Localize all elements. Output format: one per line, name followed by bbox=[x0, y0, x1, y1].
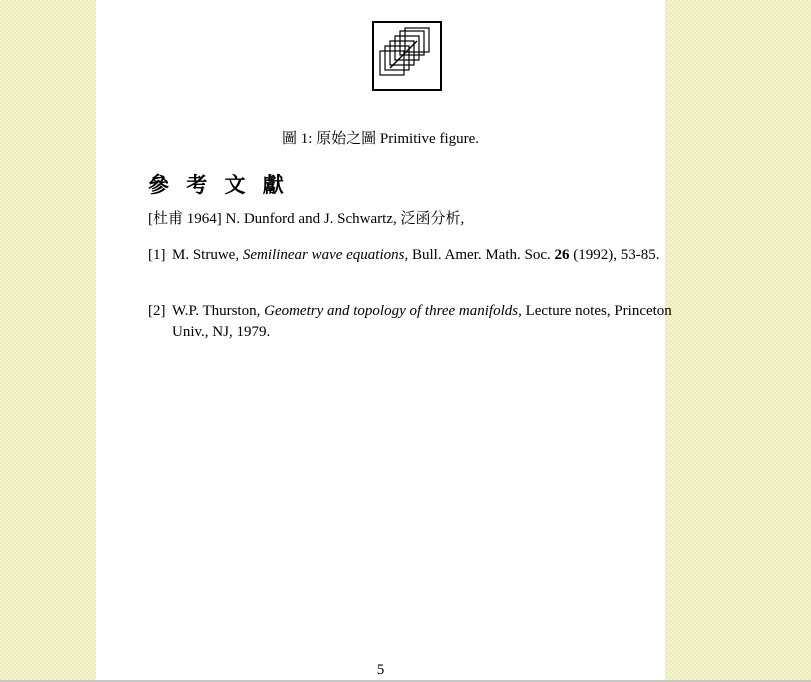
reference-label: [杜甫 1964] bbox=[148, 211, 222, 227]
reference-title: Geometry and topology of three manifolds bbox=[264, 303, 519, 319]
reference-item bbox=[148, 301, 692, 343]
references-heading: 參 考 文 獻 bbox=[148, 173, 290, 197]
primitive-figure-drawing bbox=[372, 21, 442, 91]
reference-title: Semilinear wave equations bbox=[242, 247, 405, 263]
primitive-figure bbox=[372, 21, 442, 91]
document-page bbox=[96, 0, 672, 682]
reference-label: [2] bbox=[148, 303, 166, 319]
reference-authors: M. Struwe, bbox=[172, 247, 243, 263]
reference-pages: (1992), 53-85. bbox=[569, 247, 660, 263]
reference-journal: , Bull. Amer. Math. Soc. bbox=[404, 247, 555, 263]
reference-item bbox=[148, 245, 692, 266]
reference-authors: W.P. Thurston, bbox=[172, 303, 265, 319]
figure-caption: 圖 1: 原始之圖 Primitive figure. bbox=[281, 131, 480, 147]
reference-text: N. Dunford and J. Schwartz, 泛函分析, bbox=[225, 211, 465, 227]
reference-label: [1] bbox=[148, 247, 166, 263]
page-number: 5 bbox=[376, 662, 385, 678]
reference-publisher: , Lecture notes, Princeton Univ., NJ, 1979. bbox=[172, 303, 672, 340]
reference-volume: 26 bbox=[554, 247, 570, 263]
reference-item bbox=[148, 209, 668, 230]
